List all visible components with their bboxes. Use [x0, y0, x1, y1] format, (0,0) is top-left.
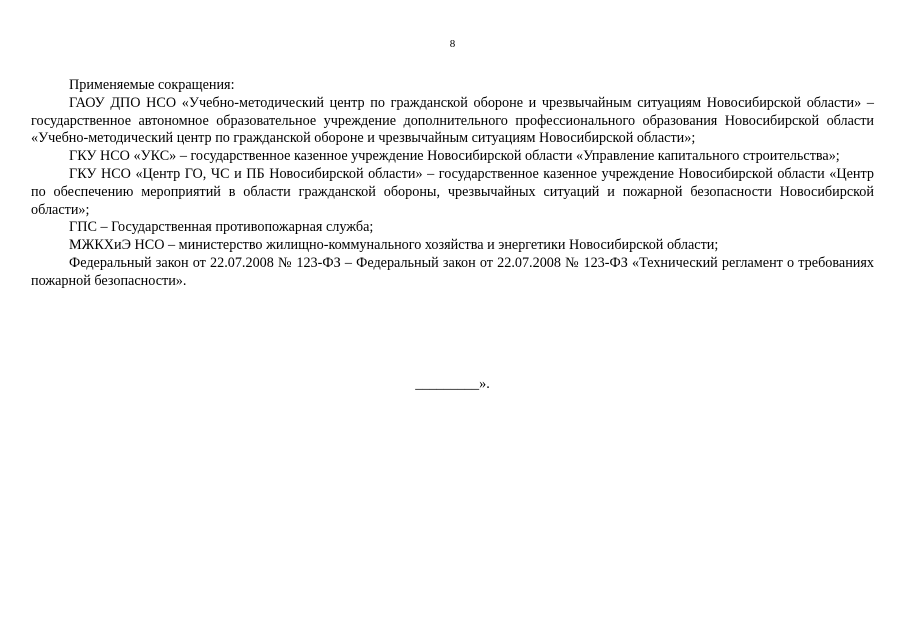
abbreviation-item: ГКУ НСО «УКС» – государственное казенное учреждение Новосибирской области «Управление капитального строительства»; — [69, 148, 840, 165]
abbreviation-item: ГПС – Государственная противопожарная служба; — [69, 219, 374, 236]
abbreviation-item: ГАОУ ДПО НСО «Учебно-методический центр по гражданской обороне и чрезвычайным ситуациям Новосибирской области» – государственное автономное образовательное учреждение дополнительного профессионального образования Новосибирской области «Учебно-методический центр по гражданской обороне и чрезвычайным ситуациям Новосибирской области»; — [31, 94, 874, 147]
page-number: 8 — [449, 38, 456, 50]
abbreviation-item: Федеральный закон от 22.07.2008 № 123-ФЗ – Федеральный закон от 22.07.2008 № 123-ФЗ «Технический регламент о требованиях пожарной безопасности». — [31, 254, 874, 289]
closing-mark: _________». — [415, 376, 490, 392]
abbreviations-heading: Применяемые сокращения: — [69, 77, 235, 93]
abbreviation-item: ГКУ НСО «Центр ГО, ЧС и ПБ Новосибирской области» – государственное казенное учреждение Новосибирской области «Центр по обеспечению мероприятий в области гражданской обороны, чрезвычайных ситуаций и пожарной безопасности Новосибирской области»; — [31, 165, 874, 218]
abbreviation-item: МЖКХиЭ НСО – министерство жилищно-коммунального хозяйства и энергетики Новосибирской области; — [69, 237, 719, 254]
abbreviations-section — [31, 77, 874, 291]
